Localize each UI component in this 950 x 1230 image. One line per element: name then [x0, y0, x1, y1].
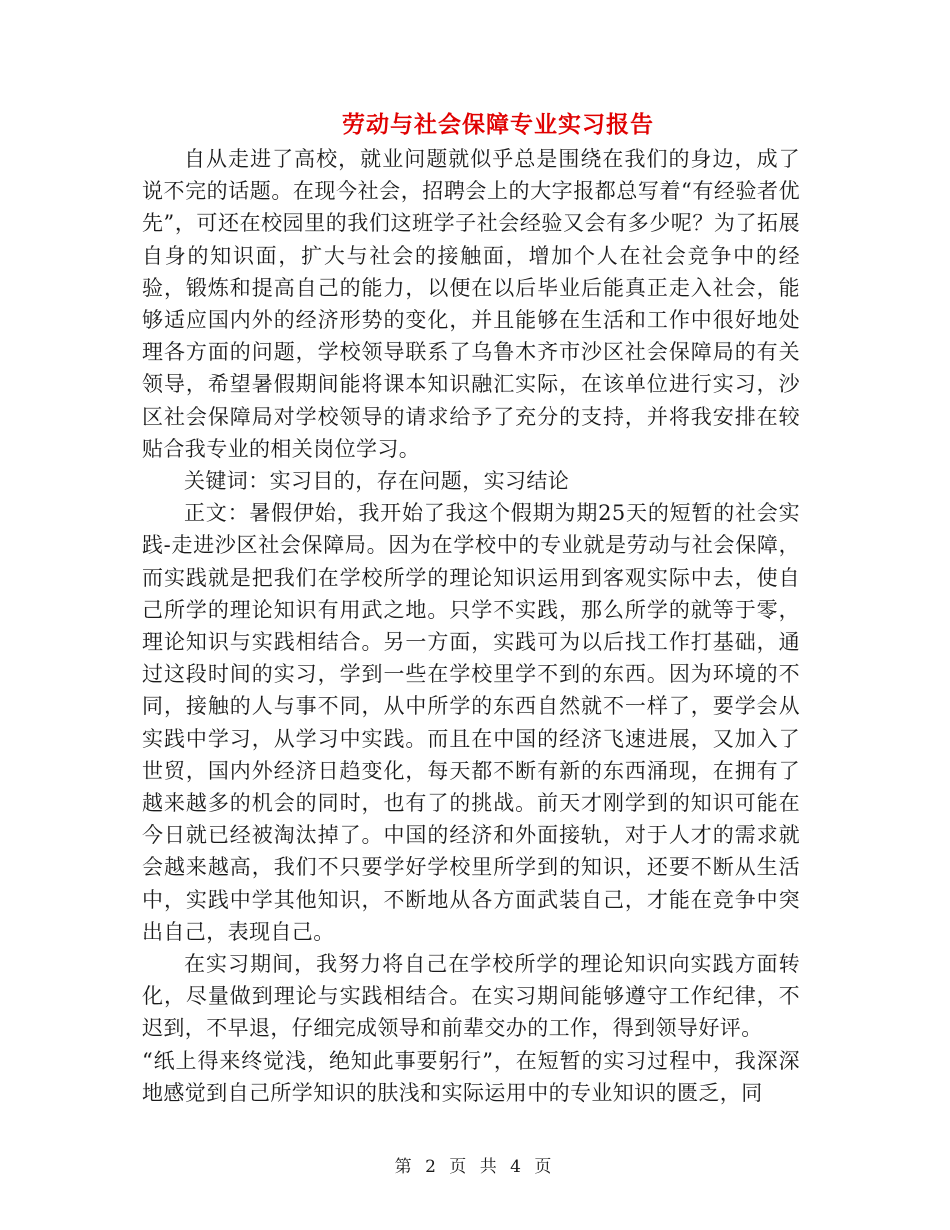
document-body [142, 143, 800, 1109]
internship-paragraph: 在实习期间，我努力将自己在学校所学的理论知识向实践方面转化，尽量做到理论与实践相结合。在实习期间能够遵守工作纪律，不迟到，不早退，仔细完成领导和前辈交办的工作，得到领导好评。 [142, 952, 800, 1041]
page-footer: 第 2 页 共 4 页 [394, 1157, 556, 1177]
document-title: 劳动与社会保障专业实习报告 [342, 111, 654, 138]
main-text-paragraph: 正文：暑假伊始，我开始了我这个假期为期25天的短暂的社会实践-走进沙区社会保障局。因为在学校中的专业就是劳动与社会保障，而实践就是把我们在学校所学的理论知识运用到客观实际中去，使自己所学的理论知识有用武之地。只学不实践，那么所学的就等于零，理论知识与实践相结合。另一方面，实践可为以后找工作打基础，通过这段时间的实习，学到一些在学校里学不到的东西。因为环境的不同，接触的人与事不同，从中所学的东西自然就不一样了，要学会从实践中学习，从学习中实践。而且在中国的经济飞速进展，又加入了世贸，国内外经济日趋变化，每天都不断有新的东西涌现，在拥有了越来越多的机会的同时，也有了的挑战。前天才刚学到的知识可能在今日就已经被淘汰掉了。中国的经济和外面接轨，对于人才的需求就会越来越高，我们不只要学好学校里所学到的知识，还要不断从生活中，实践中学其他知识，不断地从各方面武装自己，才能在竞争中突出自己，表现自己。 [142, 501, 800, 944]
quote-paragraph: “纸上得来终觉浅，绝知此事要躬行”，在短暂的实习过程中，我深深地感觉到自己所学知识的肤浅和实际运用中的专业知识的匮乏，同 [142, 1048, 800, 1105]
intro-paragraph: 自从走进了高校，就业问题就似乎总是围绕在我们的身边，成了说不完的话题。在现今社会，招聘会上的大字报都总写着“有经验者优先”，可还在校园里的我们这班学子社会经验又会有多少呢？为了拓展自身的知识面，扩大与社会的接触面，增加个人在社会竞争中的经验，锻炼和提高自己的能力，以便在以后毕业后能真正走入社会，能够适应国内外的经济形势的变化，并且能够在生活和工作中很好地处理各方面的问题，学校领导联系了乌鲁木齐市沙区社会保障局的有关领导，希望暑假期间能将课本知识融汇实际，在该单位进行实习，沙区社会保障局对学校领导的请求给予了充分的支持，并将我安排在较贴合我专业的相关岗位学习。 [142, 147, 800, 461]
keywords-paragraph: 关键词：实习目的，存在问题，实习结论 [184, 469, 570, 494]
